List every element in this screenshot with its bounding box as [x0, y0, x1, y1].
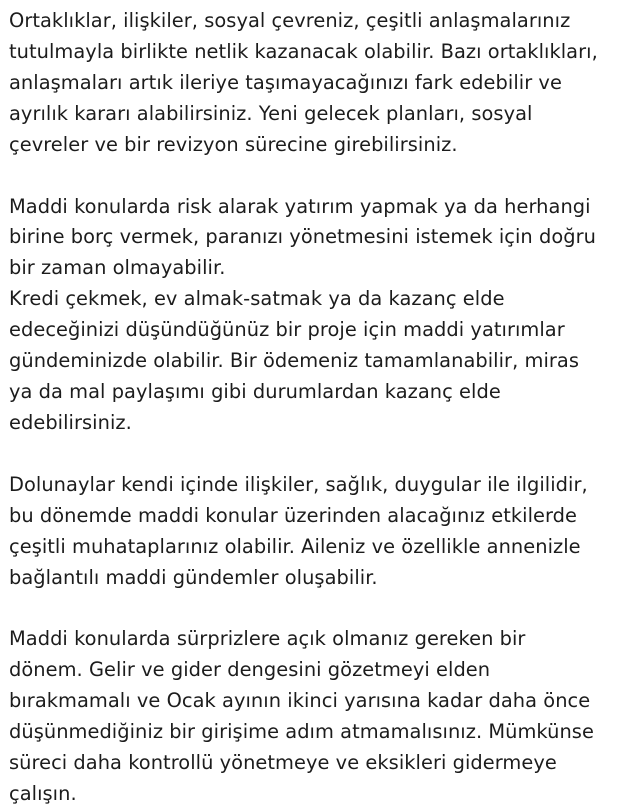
text-line: edeceğinizi düşündüğünüz bir proje için maddi yatırımlar: [9, 318, 565, 342]
text-line: ya da mal paylaşımı gibi durumlardan kazanç elde: [9, 379, 501, 403]
paragraph-spacer: [9, 593, 636, 624]
paragraph-partnerships: [9, 6, 636, 161]
text-line: anlaşmaları artık ileriye taşımayacağınızı fark edebilir ve: [9, 70, 562, 94]
text-line: düşünmediğiniz bir girişime adım atmamalısınız. Mümkünse: [9, 720, 594, 744]
text-line: bir zaman olmayabilir.: [9, 256, 226, 280]
text-line: Ortaklıklar, ilişkiler, sosyal çevreniz, çeşitli anlaşmalarınız: [9, 9, 571, 32]
paragraph-financial-risk: [9, 192, 636, 439]
text-line: Maddi konularda sürprizlere açık olmanız gereken bir: [9, 627, 526, 651]
text-line: tutulmayla birlikte netlik kazanacak olabilir. Bazı ortaklıkları,: [9, 39, 598, 63]
paragraph-full-moons: [9, 470, 636, 594]
text-line: gündeminizde olabilir. Bir ödemeniz tamamlanabilir, miras: [9, 349, 579, 373]
text-line: ayrılık kararı alabilirsiniz. Yeni gelecek planları, sosyal: [9, 101, 533, 125]
text-line: bırakmamalı ve Ocak ayının ikinci yarısına kadar daha önce: [9, 689, 591, 713]
text-line: birine borç vermek, paranızı yönetmesini istemek için doğru: [9, 225, 596, 249]
text-line: çalışın.: [9, 781, 77, 805]
text-line: edebilirsiniz.: [9, 410, 132, 434]
text-line: bu dönemde maddi konular üzerinden alacağınız etkilerde: [9, 503, 578, 527]
text-line: dönem. Gelir ve gider dengesini gözetmeyi elden: [9, 658, 491, 682]
text-line: çeşitli muhataplarınız olabilir. Aileniz ve özellikle annenizle: [9, 534, 581, 558]
text-line: çevreler ve bir revizyon sürecine girebilirsiniz.: [9, 132, 458, 156]
paragraph-surprises: [9, 624, 636, 809]
text-line: Kredi çekmek, ev almak-satmak ya da kazanç elde: [9, 287, 505, 311]
paragraph-spacer: [9, 439, 636, 470]
paragraph-spacer: [9, 161, 636, 192]
text-line: süreci daha kontrollü yönetmeye ve eksikleri gidermeye: [9, 751, 557, 775]
text-line: Dolunaylar kendi içinde ilişkiler, sağlık, duygular ile ilgilidir,: [9, 472, 588, 496]
text-line: Maddi konularda risk alarak yatırım yapmak ya da herhangi: [9, 194, 591, 218]
text-line: bağlantılı maddi gündemler oluşabilir.: [9, 565, 378, 589]
